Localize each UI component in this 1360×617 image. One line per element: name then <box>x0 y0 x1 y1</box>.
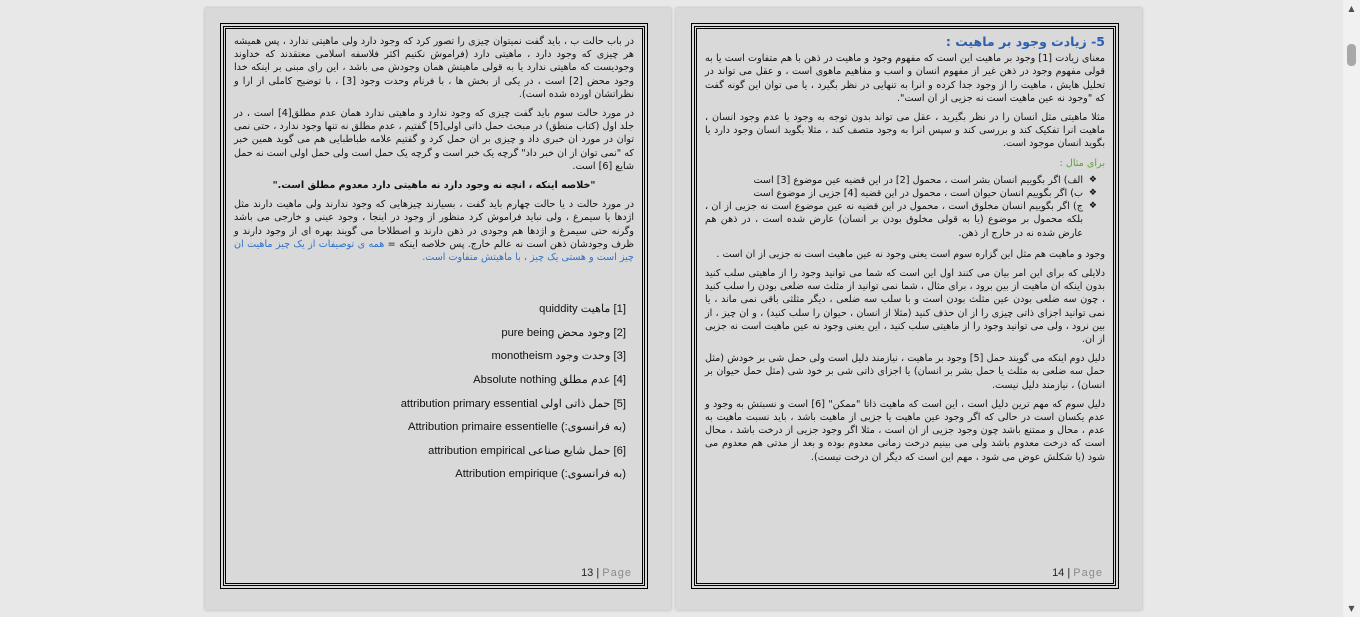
paragraph: مثلا ماهیتی مثل انسان را در نظر بگیرید ، عقل می تواند بدون توجه به وجود یا عدم وجود انسان ، ماهیت انرا تفکیک کند و بررسی کند و سپس انرا به وجود متصف کند ، مثلا بگوید انسان وجود دارد یا بگوید انسان موجود است. <box>705 112 1105 150</box>
page-footer: 14 | Page <box>1052 567 1103 579</box>
bullet-item: ❖ ج) اگر بگوییم انسان مخلوق است ، محمول در این قضیه نه عین موضوع است نه جزیی از ان ، بلکه محمول بر موضوع (یا به قولی مخلوق بودن بر انسان) عارض شده است ، در ذهن هم عارض شده نه در خارج از ذهن. <box>705 200 1097 240</box>
section-title: 5- زیادت وجود بر ماهیت : <box>945 34 1105 49</box>
scrollbar-thumb[interactable] <box>1347 44 1356 66</box>
paragraph: وجود و ماهیت هم مثل این گزاره سوم است یعنی وجود نه عین ماهیت است نه جزیی از ان است . <box>716 248 1105 260</box>
paragraph-text: در مورد حالت د یا حالت چهارم باید گفت ، بسیارند چیزهایی که وجود ندارند ولی ماهیت دارند مثل اژدها یا سیمرغ ، ولی نباید فراموش کرد منظور از وجود در اینجا ، وجود عینی و خارجی می باشد وگرنه حتی سیمرغ و اژدها هم وجودی در ذهن دارند و اصطلاحا می گویند بهره ای از وجود دارند و ظرف وجودشان ذهن است نه عالم خارج. پس خلاصه اینکه = <box>234 199 634 250</box>
page-number: 13 <box>581 567 594 579</box>
footnote: [2] وجود محض pure being <box>501 326 626 339</box>
page-border <box>694 26 1116 586</box>
scroll-up-arrow-icon[interactable]: ▲ <box>1348 4 1355 13</box>
footnote: (به فرانسوی:) Attribution primaire essentielle <box>407 421 626 434</box>
footnote: [6] حمل شایع صناعی attribution empirical <box>428 444 626 457</box>
example-bullets <box>705 174 1105 240</box>
summary-quote: "خلاصه اینکه ، انچه نه وجود دارد نه ماهیتی دارد معدوم مطلق است." <box>272 180 596 192</box>
footnote: (به فرانسوی:) Attribution empirique <box>455 468 626 481</box>
document-page-14 <box>676 8 1142 610</box>
page-content <box>705 35 1105 470</box>
highlighted-conclusion: همه ی توصیفات از یک چیز ماهیت ان چیز است و هستی یک چیز ، با ماهیتش متفاوت است. <box>234 238 634 264</box>
page-label: Page <box>1073 567 1103 579</box>
document-page-13 <box>205 8 671 610</box>
footnote: [3] وحدت وجود monotheism <box>491 350 626 363</box>
page-label: Page <box>602 567 632 579</box>
paragraph: دلیل سوم که مهم ترین دلیل است ، این است که ماهیت ذاتا "ممکن" [6] است و نسبتش به وجود و عدم یکسان است در حالی که اگر وجود عین ماهیت یا جزیی از ماهیت باشد ، باید نسبت ماهیت به عدم ، محال و ممتنع باشد چون وجود جزیی از ان است ، مثلا اگر وجود جزیی از درخت باشد ، محال است که درخت معدوم باشد ولی می بینیم درخت زمانی معدوم بوده و بعد از مدتی هم معدوم می شود (یا شکلش عوض می شود ، مهم این است که دیگر ان درخت نیست). <box>705 398 1105 463</box>
vertical-scrollbar[interactable] <box>1343 0 1360 617</box>
paragraph: دلیل دوم اینکه می گویند حمل [5] وجود بر ماهیت ، نیازمند دلیل است ولی حمل شی بر خودش (مثل حمل سه ضلعی به مثلث یا حمل بشر بر انسان) یا اجزای ذاتی شی بر خود شی (مثل حمل حیوان بر انسان) ، نیازمند دلیل نیست. <box>705 353 1105 391</box>
footnotes-list <box>234 298 634 487</box>
paragraph <box>234 198 634 264</box>
footnote: [4] عدم مطلق Absolute nothing <box>473 374 626 387</box>
example-label: برای مثال : <box>1059 157 1105 169</box>
page-content <box>234 35 634 487</box>
bullet-item: ❖ ب) اگر بگوییم انسان حیوان است ، محمول در این قضیه [4] جزیی از موضوع است <box>705 187 1097 200</box>
paragraph: در مورد حالت سوم باید گفت چیزی که وجود ندارد و ماهیتی ندارد همان عدم مطلق[4] است ، در جلد اول (کتاب منطق) در مبحث حمل ذاتی اولی[5] گفتیم ، عدم مطلق نه تنها وجود ندارد ، حتی نمی توان در مورد ان خبری داد و چیزی بر ان حمل کرد و گفتیم علامه طباطبایی هم می گوید همین خبر که "نمی توان از ان خبر داد" گرچه یک خبر است و گرچه یک حمل است ولی حمل اولی است نه حمل شایع [6] است. <box>234 108 634 172</box>
bullet-item: ❖ الف) اگر بگوییم انسان بشر است ، محمول [2] در این قضیه عین موضوع [3] است <box>705 174 1097 187</box>
paragraph: دلایلی که برای این امر بیان می کنند اول این است که شما می توانید وجود را از ماهیتی سلب کنید بدون اینکه ان ماهیت از بین برود ، برای مثال ، شما نمی توانید از مثلث سه ضلعی بودن را سلب کنید ، چون سه ضلعی بودن عین مثلث بودن است و با سلب سه ضلعی ، دیگر مثلثی باقی نمی ماند ، یا نمی توانید اجزای ذاتی چیزی را از ان حذف کنید (مثلا از انسان ، حیوان را سلب کنید) ، و ان چیز ، از بین نرود ، ولی می توانید وجود را از ماهیتی سلب کنید ، این یعنی وجود نه عین ماهیت است نه جزیی از ان. <box>705 268 1105 346</box>
scroll-down-arrow-icon[interactable]: ▼ <box>1348 604 1355 613</box>
paragraph: معنای زیادت [1] وجود بر ماهیت این است که مفهوم وجود و ماهیت در ذهن با هم متفاوت است یا به قولی مفهوم وجود در ذهن غیر از مفهوم انسان و اسب و مفاهیم ماهوی است ، و عقل می تواند در تحلیل هایش ، ماهیت را از وجود جدا کرده و انرا به تنهایی در نظر بگیرد ، یا می توان این گونه گفت که "وجود نه عین ماهیت است نه جزیی از ان است". <box>705 53 1105 104</box>
paragraph: در باب حالت ب ، باید گفت نمیتوان چیزی را تصور کرد که وجود دارد ولی ماهیتی ندارد ، پس همیشه هر چیزی که وجود دارد ، ماهیتی دارد (فراموش نکنیم اکثر فلاسفه اسلامی معتقدند که خداوند وجودیست که ماهیتی ندارد یا به قولی ماهیتش همان وجودش می باشد ، این رای مبنی بر اینکه خدا وجود محض [2] است ، در یکی از بخش ها ، با فرنام وحدت وجود [3] ، با توضیح کاملی از ارا و نظراتشان اورده شده است). <box>234 36 635 100</box>
page-number: 14 <box>1052 567 1065 579</box>
page-border <box>223 26 645 586</box>
footnote: [1] ماهیت quiddity <box>539 303 626 316</box>
page-footer: 13 | Page <box>581 567 632 579</box>
footnote: [5] حمل ذاتی اولی attribution primary essential <box>400 397 626 410</box>
